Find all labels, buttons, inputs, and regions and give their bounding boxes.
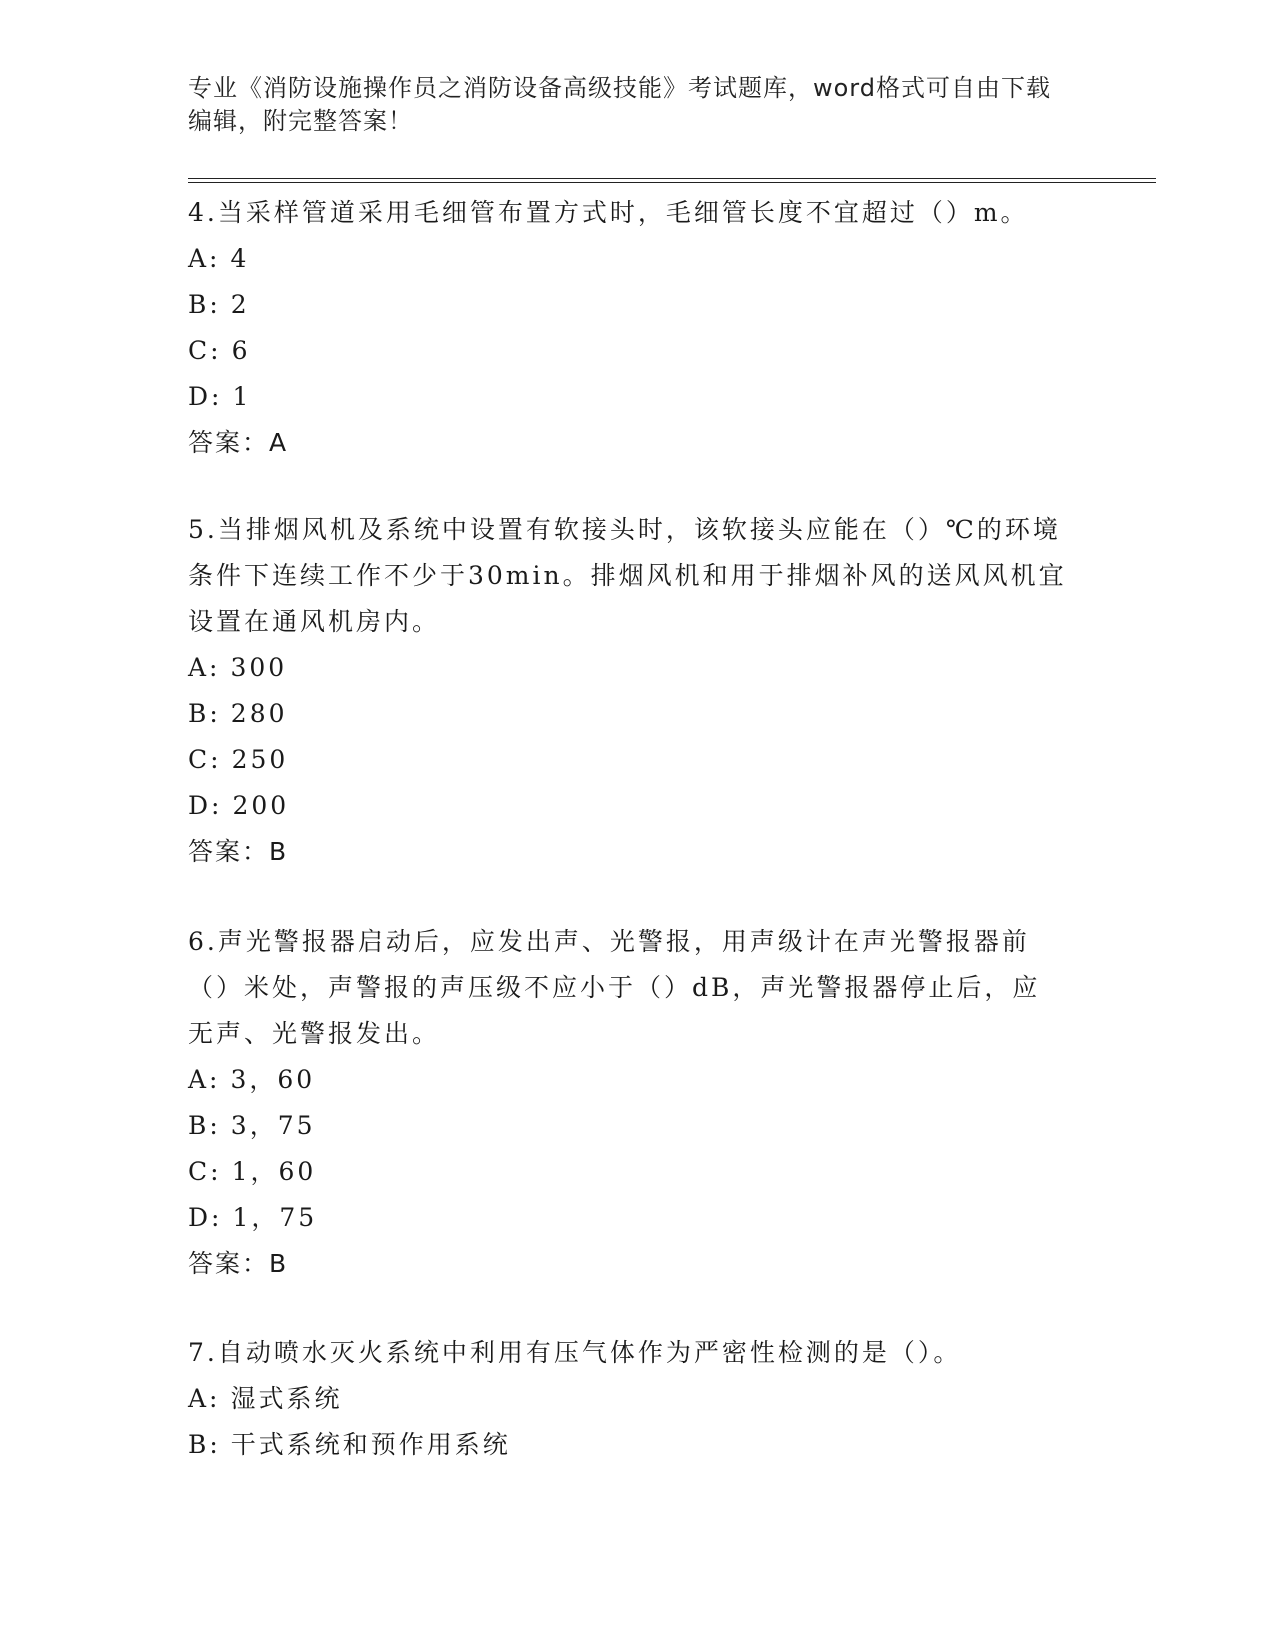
option-key: D: [188,1203,223,1232]
option-key: C: [188,745,222,774]
option-a [188,1376,1068,1422]
header-divider-bottom [188,182,1156,183]
option-value: 200 [232,791,290,820]
header-divider-top [188,178,1156,179]
option-c [188,328,1068,374]
option-key: D: [188,791,223,820]
option-value: 250 [231,745,289,774]
option-value: 1，75 [232,1203,318,1232]
question-stem: 6.声光警报器启动后，应发出声、光警报，用声级计在声光警报器前（）米处，声警报的声压级不应小于（）dB，声光警报器停止后，应无声、光警报发出。 [188,927,1041,1048]
option-key: B: [188,699,221,728]
option-key: B: [188,1111,221,1140]
question-7 [188,1330,1068,1468]
option-key: C: [188,336,222,365]
option-value: 1，60 [231,1157,317,1186]
option-b [188,282,1068,328]
question-stem: 4.当采样管道采用毛细管布置方式时，毛细管长度不宜超过（）m。 [188,198,1029,227]
option-value: 干式系统和预作用系统 [230,1430,511,1459]
option-value: 3，60 [230,1065,316,1094]
option-a [188,236,1068,282]
option-value: 4 [230,244,250,273]
option-d [188,783,1068,829]
option-key: C: [188,1157,222,1186]
option-value: 6 [231,336,251,365]
option-d [188,374,1068,420]
option-a [188,1057,1068,1103]
option-value: 湿式系统 [230,1384,343,1413]
question-stem: 7.自动喷水灭火系统中利用有压气体作为严密性检测的是（）。 [188,1338,962,1367]
question-4 [188,190,1068,466]
question-stem: 5.当排烟风机及系统中设置有软接头时，该软接头应能在（）℃的环境条件下连续工作不少于30min。排烟风机和用于排烟补风的送风风机宜设置在通风机房内。 [188,515,1067,636]
answer-line: 答案：B [188,837,289,866]
option-d [188,1195,1068,1241]
answer-line: 答案：B [188,1249,289,1278]
option-key: A: [188,244,221,273]
option-key: B: [188,290,221,319]
option-a [188,645,1068,691]
answer-line: 答案：A [188,428,289,457]
question-5 [188,507,1068,875]
option-c [188,737,1068,783]
option-value: 1 [232,382,252,411]
option-key: A: [188,653,221,682]
question-6 [188,919,1068,1287]
option-value: 3，75 [230,1111,316,1140]
option-key: A: [188,1065,221,1094]
option-value: 300 [230,653,288,682]
option-key: B: [188,1430,221,1459]
option-key: A: [188,1384,221,1413]
option-c [188,1149,1068,1195]
document-header: 专业《消防设施操作员之消防设备高级技能》考试题库，word格式可自由下载编辑，附完整答案！ [188,74,1051,135]
option-value: 2 [230,290,250,319]
option-b [188,691,1068,737]
option-key: D: [188,382,223,411]
option-b [188,1422,1068,1468]
option-value: 280 [230,699,288,728]
option-b [188,1103,1068,1149]
